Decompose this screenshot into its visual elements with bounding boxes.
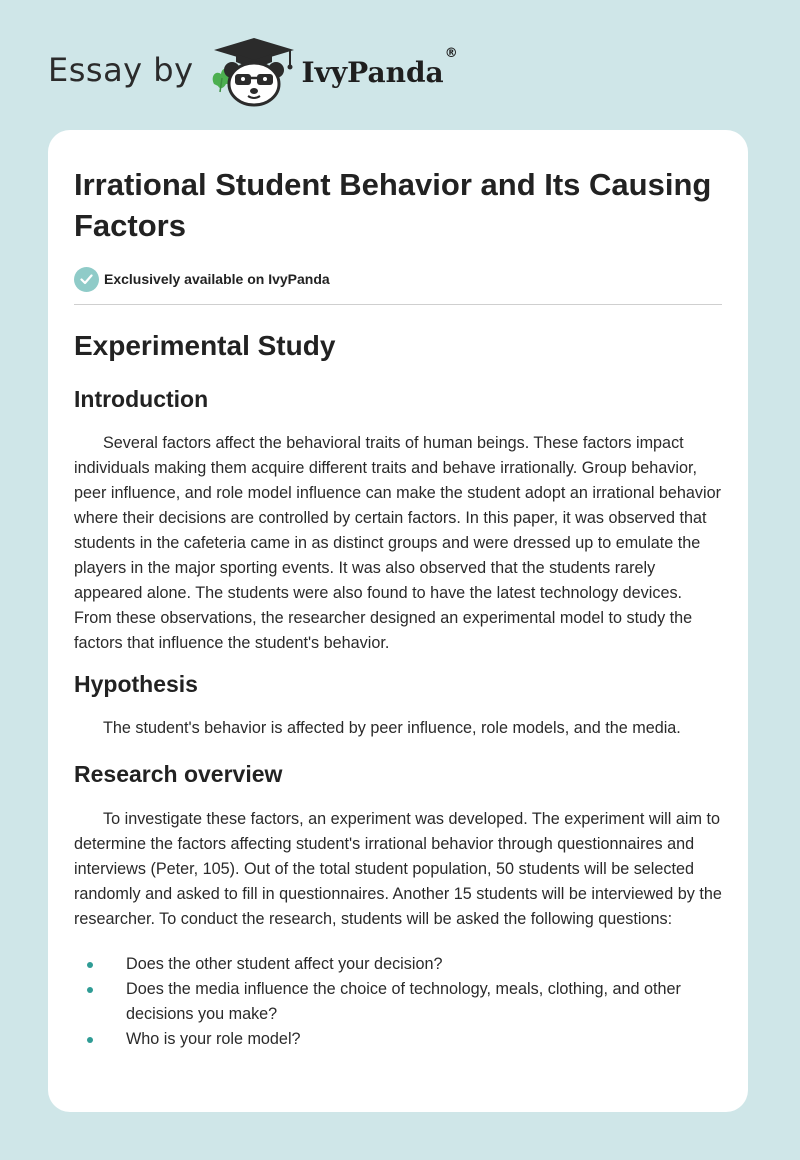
question-text: Who is your role model? (126, 1030, 301, 1048)
panda-graduate-icon (208, 36, 300, 108)
section-title: Experimental Study (74, 330, 336, 361)
check-icon (74, 267, 99, 292)
bullet-icon (87, 987, 93, 993)
research-overview-paragraph: To investigate these factors, an experiment was developed. The experiment will aim to determine the factors affecting student's irrational behavior through questionnaires and interviews (Peter, 105). Out of the total student population, 50 students will be selected randomly and asked to fill in questionnaires. Another 15 students will be interviewed by the researcher. To conduct the research, students will be asked the following questions: (74, 810, 722, 928)
registered-mark: ® (444, 45, 458, 61)
list-item (74, 952, 722, 977)
brand-prefix: Essay by (48, 51, 194, 89)
brand-name (301, 45, 458, 89)
question-text: Does the media influence the choice of technology, meals, clothing, and other decisions you make? (126, 980, 681, 1023)
hypothesis-heading: Hypothesis (74, 671, 198, 697)
brand-header[interactable] (48, 36, 458, 108)
bullet-icon (87, 962, 93, 968)
introduction-paragraph: Several factors affect the behavioral traits of human beings. These factors impact individuals making them acquire different traits and behave irrationally. Group behavior, peer influence, and role model influence can make the student adopt an irrational behavior where their decisions are controlled by certain factors. In this paper, it was observed that students in the cafeteria came in as distinct groups and were dressed up to emulate the players in the major sporting events. It was also observed that the students rarely appeared alone. The students were also found to have the latest technology devices. From these observations, the researcher designed an experimental model to study the factors that influence the student's behavior. (74, 434, 722, 652)
question-text: Does the other student affect your decision? (126, 955, 443, 973)
introduction-heading: Introduction (74, 386, 209, 412)
list-item (74, 1027, 722, 1052)
page-title: Irrational Student Behavior and Its Causing Factors (74, 167, 712, 243)
research-overview-heading: Research overview (74, 761, 283, 787)
list-item (74, 977, 722, 1027)
exclusive-badge (74, 266, 722, 292)
brand-name-text: IvyPanda (301, 55, 444, 89)
exclusive-label: Exclusively available on IvyPanda (104, 271, 330, 287)
divider (74, 304, 722, 305)
hypothesis-paragraph: The student's behavior is affected by peer influence, role models, and the media. (103, 719, 681, 737)
bullet-icon (87, 1037, 93, 1043)
essay-card (48, 130, 748, 1112)
question-list (74, 952, 722, 1052)
